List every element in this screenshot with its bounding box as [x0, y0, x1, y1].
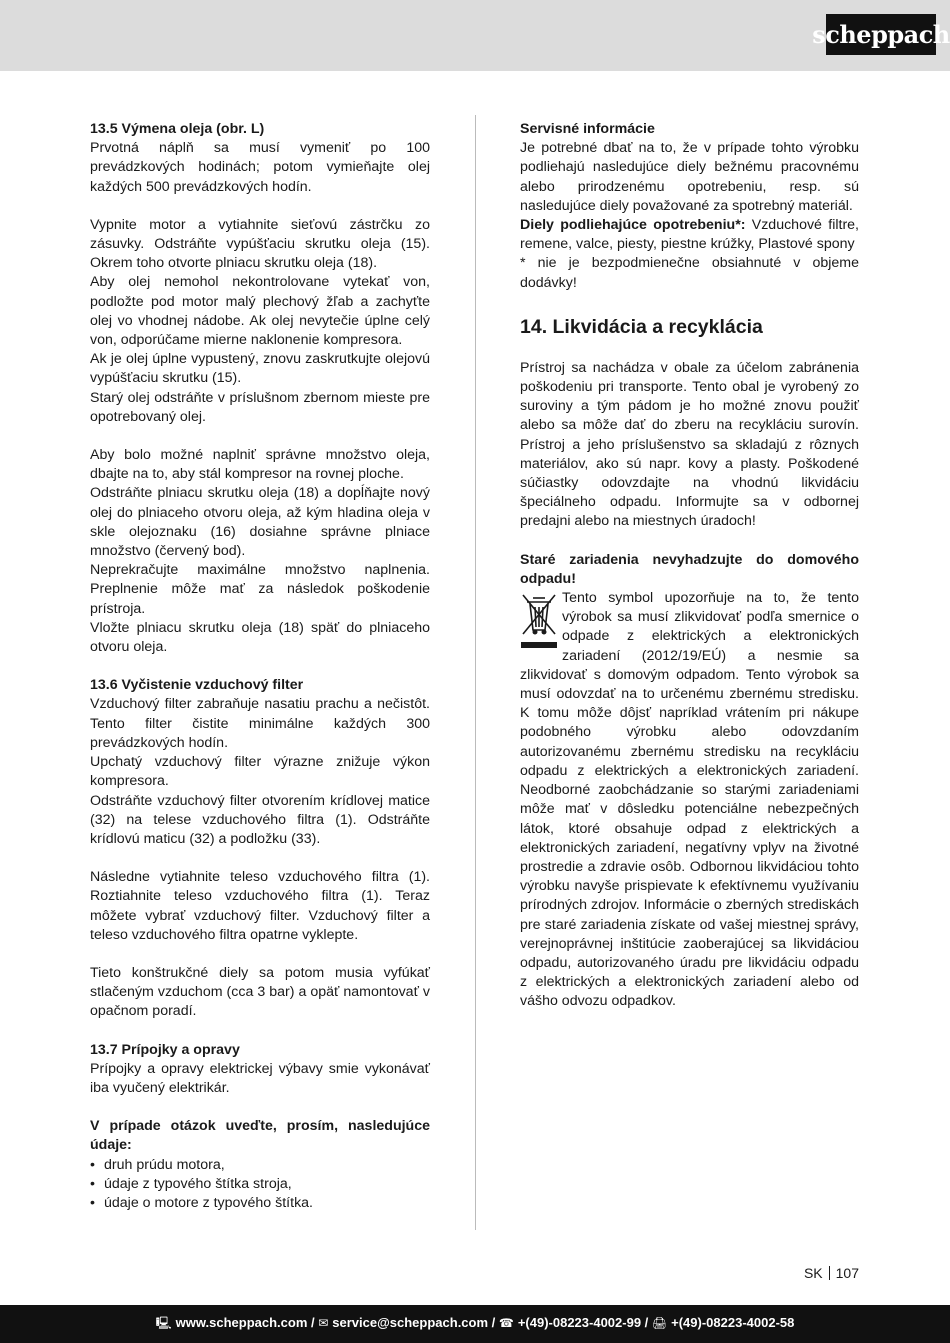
old-devices-title: Staré zariadenia nevyhadzujte do domového odpadu! — [520, 551, 859, 587]
paragraph: Aby bolo možné naplniť správne množstvo oleja, dbajte na to, aby stál kompresor na rovnej ploche. — [90, 447, 430, 483]
questions-title: V prípade otázok uveďte, prosím, nasledujúce údaje: — [90, 1118, 430, 1154]
page-number-separator — [829, 1266, 830, 1280]
page-number-value: 107 — [835, 1265, 859, 1281]
paragraph: Odstráňte plniacu skrutku oleja (18) a dopĺňajte nový olej do plniaceho otvoru oleja, až kým hladina oleja v skle olejoznaku (16) dosiahne správne plniace množstvo (červený bod). — [90, 485, 430, 560]
paragraph: Starý olej odstráňte v príslušnom zbernom mieste pre opotrebovaný olej. — [90, 389, 430, 425]
section-13-6-title: 13.6 Vyčistenie vzduchový filter — [90, 677, 304, 694]
page-header — [0, 0, 950, 71]
paragraph: Vzduchový filter zabraňuje nasatiu prachu a nečistôt. Tento filter čistite minimálne každých 300 prevádzkových hodín. — [90, 696, 430, 751]
wear-parts-label: Diely podliehajúce opotrebeniu*: — [520, 217, 746, 234]
footer-contact-bar — [0, 1305, 950, 1343]
footer-contact-item: +(49)-08223-4002-99 / — [517, 1314, 652, 1330]
left-column — [90, 120, 430, 1213]
footer-contact-item: service@scheppach.com / — [332, 1314, 499, 1330]
list-item: • údaje z typového štítka stroja, — [90, 1175, 430, 1194]
weee-block — [520, 589, 859, 1011]
paragraph: Prvotná náplň sa musí vymeniť po 100 prevádzkových hodinách; potom vymieňajte olej každých 500 prevádzkových hodín. — [90, 140, 430, 195]
column-divider — [475, 115, 476, 1230]
footer-contact-text — [156, 1314, 795, 1335]
service-info-title: Servisné informácie — [520, 121, 655, 137]
wear-parts-text: Vzduchové filtre, remene, valce, piesty, piestne krúžky, Plastové spony — [520, 217, 859, 253]
section-14-title: 14. Likvidácia a recyklácia — [520, 315, 763, 338]
language-code: SK — [803, 1265, 823, 1281]
scheppach-logo: scheppach — [826, 14, 936, 55]
paragraph: Odstráňte vzduchový filter otvorením krídlovej matice (32) na telese vzduchového filtra (1). Odstráňte krídlovú maticu (32) a podložku (33). — [90, 792, 430, 847]
list-item: • údaje o motore z typového štítka. — [90, 1194, 430, 1213]
crossed-out-bin-icon — [520, 592, 558, 650]
paragraph: * nie je bezpodmienečne obsiahnuté v objeme dodávky! — [520, 255, 859, 291]
section-13-7-title: 13.7 Prípojky a opravy — [90, 1041, 240, 1058]
right-column — [520, 120, 859, 1012]
mail-icon: ✉ — [318, 1315, 329, 1330]
fax-icon: 🖨 — [651, 1315, 668, 1330]
wear-parts-paragraph — [520, 216, 859, 254]
section-13-5-title: 13.5 Výmena oleja (obr. L) — [90, 121, 265, 137]
paragraph: Vypnite motor a vytiahnite sieťovú zástrčku zo zásuvky. Odstráňte vypúšťaciu skrutku oleja (15). Okrem toho otvorte plniacu skrutku oleja (18). — [90, 216, 430, 272]
paragraph: Aby olej nemohol nekontrolovane vytekať von, podložte pod motor malý plechový žľab a zachyťte olej vo vhodnej nádobe. Ak olej nevytečie úplne celý von, odporúčame mierne naklonenie kompresora. — [90, 274, 430, 349]
paragraph: Upchatý vzduchový filter výrazne znižuje výkon kompresora. — [90, 754, 430, 790]
phone-icon: ☎ — [498, 1315, 514, 1330]
computer-icon: 🖳 — [155, 1315, 172, 1330]
footer-contact-item: +(49)-08223-4002-58 — [671, 1314, 795, 1330]
list-item: • druh prúdu motora, — [90, 1156, 430, 1175]
paragraph: Vložte plniacu skrutku oleja (18) späť do plniaceho otvoru oleja. — [90, 619, 430, 656]
paragraph: Následne vytiahnite teleso vzduchového filtra (1). Roztiahnite teleso vzduchového filtra (1). Teraz môžete vybrať vzduchový filter. Vzduchový filter a teleso vzduchového filtra opatrne vyklepte. — [90, 869, 430, 943]
footer-contact-item: www.scheppach.com / — [175, 1314, 319, 1330]
paragraph: Tieto konštrukčné diely sa potom musia vyfúkať stlačeným vzduchom (cca 3 bar) a opäť namontovať v opačnom poradí. — [90, 964, 430, 1020]
page-number — [804, 1265, 859, 1281]
questions-list — [90, 1156, 430, 1214]
paragraph: Neprekračujte maximálne množstvo naplnenia. Preplnenie môže mať za následok poškodenie prístroja. — [90, 562, 430, 617]
weee-paragraph: Tento symbol upozorňuje na to, že tento výrobok sa musí zlikvidovať podľa smernice o odpade z elektrických a elektronických zariadení (2012/19/EÚ) a nesmie sa zlikvidovať s domovým odpadom. Tento výrobok sa musí odovzdať na to určenému zbernému stredisku. K tomu môže dôjsť napríklad vrátením pri nákupe podobného výrobku alebo odovzdaním autorizovanému zbernému stredisku na recykláciu odpadu z elektrických a elektronických zariadení. Neodborné zaobchádzanie so starými zariadeniami môže mať v dôsledku potenciálne nebezpečných látok, ktoré obsahuje odpad z elektrických a elektronických zariadení, negatívny vplyv na životné prostredie a zdravie osôb. Odbornou likvidáciou tohto výrobku navyše prispievate k efektívnemu využívaniu prírodných zdrojov. Informácie o zberných strediskách pre staré zariadenia získate od vašej miestnej správy, verejnoprávnej inštitúcie zaoberajúcej sa likvidáciou odpadu, autorizovaného úradu pre likvidáciu odpadu z elektrických a elektronických zariadení alebo od vášho odvozu odpadkov. — [520, 590, 859, 1010]
paragraph: Je potrebné dbať na to, že v prípade tohto výrobku podliehajú nasledujúce diely bežnému pracovnému alebo prirodzenému opotrebeniu, resp. sú nasledujúce diely považované za spotrebný materiál. — [520, 140, 859, 214]
paragraph: Prípojky a opravy elektrickej výbavy smie vykonávať iba vyučený elektrikár. — [90, 1060, 430, 1096]
paragraph: Prístroj sa nachádza v obale za účelom zabránenia poškodeniu pri transporte. Tento obal je vyrobený zo suroviny a tým pádom je ho možné znovu použiť alebo sa môže dať do zberu na recykláciu surovín. Prístroj a jeho príslušenstvo sa skladajú z rôznych materiálov, ako sú napr. kovy a plasty. Poškodené súčiastky odovzdajte na vhodnú likvidáciu špeciálneho odpadu. Informujte sa v odbornej predajni alebo na miestnych úradoch! — [520, 359, 859, 530]
paragraph: Ak je olej úplne vypustený, znovu zaskrutkujte olejovú vypúšťaciu skrutku (15). — [90, 351, 430, 387]
